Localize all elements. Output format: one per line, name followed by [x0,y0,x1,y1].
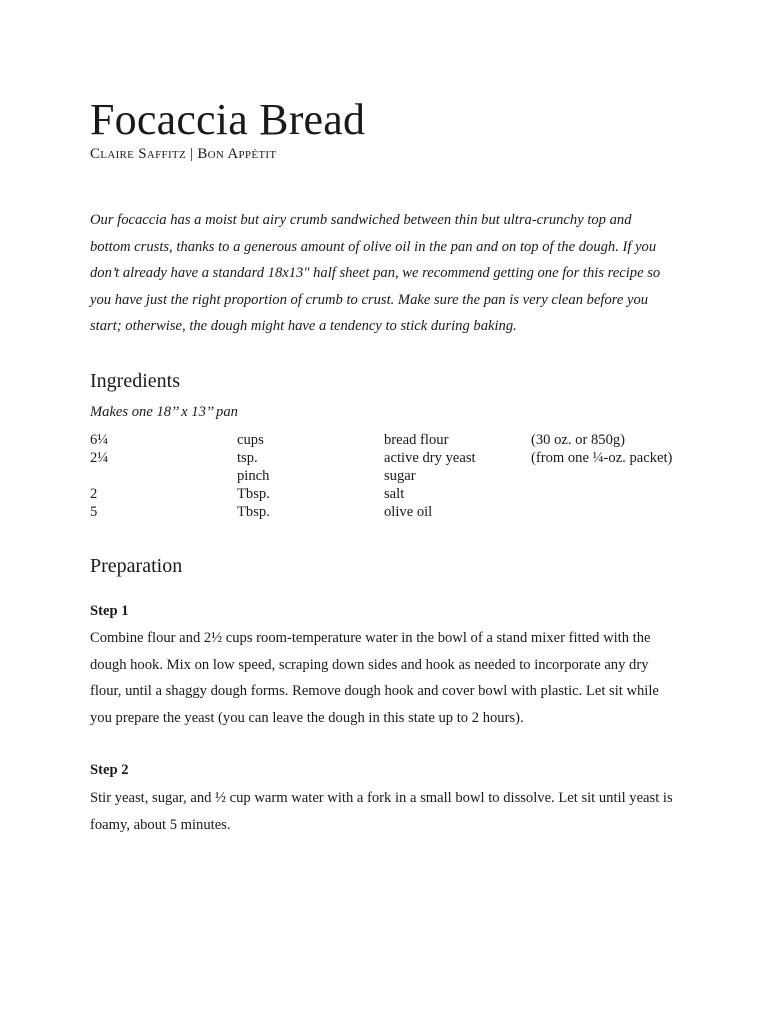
ingredient-row [90,485,690,503]
ingredient-note: (from one ¼-oz. packet) [531,450,673,466]
step-title: Step 1 [90,603,129,619]
ingredient-item: salt [384,486,405,502]
step-text: Stir yeast, sugar, and ½ cup warm water with a fork in a small bowl to dissolve. Let sit until yeast is foamy, about 5 minutes. [90,790,673,833]
ingredients-table [90,431,690,521]
ingredient-note [531,485,690,503]
ingredient-item: olive oil [384,504,433,520]
ingredient-row [90,431,690,449]
ingredient-qty: 5 [90,504,98,520]
ingredient-row [90,449,690,467]
recipe-title: Focaccia Bread [90,95,366,144]
ingredient-note: (30 oz. or 850g) [531,432,626,448]
ingredient-unit: Tbsp. [237,504,270,520]
ingredient-unit: tsp. [237,450,258,466]
step-title: Step 2 [90,762,129,778]
ingredient-qty [90,467,237,485]
ingredient-unit: Tbsp. [237,486,270,502]
ingredient-qty: 2¼ [90,450,109,466]
ingredient-item: bread flour [384,432,449,448]
preparation-heading: Preparation [90,555,183,577]
ingredient-unit: pinch [237,468,270,484]
recipe-byline: Claire Saffitz | Bon Appétit [90,146,277,162]
recipe-intro: Our focaccia has a moist but airy crumb sandwiched between thin but ultra-crunchy top and bottom crusts, thanks to a generous amount of olive oil in the pan and on top of the dough. If you don’t already have a standard 18x13" half sheet pan, we recommend getting one for this recipe so you have just the right proportion of crumb to crust. Make sure the pan is very clean before you start; otherwise, the dough might have a tendency to stick during baking. [90,212,661,335]
ingredient-item: sugar [384,468,416,484]
ingredient-row [90,503,690,521]
ingredient-item: active dry yeast [384,450,476,466]
ingredient-row [90,467,690,485]
recipe-yield: Makes one 18’’ x 13’’ pan [90,404,238,420]
ingredient-unit: cups [237,432,264,448]
step-text: Combine flour and 2½ cups room-temperature water in the bowl of a stand mixer fitted with the dough hook. Mix on low speed, scraping down sides and hook as needed to incorporate any dry flour, until a shaggy dough forms. Remove dough hook and cover bowl with plastic. Let sit while you prepare the yeast (you can leave the dough in this state up to 2 hours). [90,630,659,726]
ingredient-qty: 6¼ [90,432,109,448]
ingredient-note [531,503,690,521]
ingredient-qty: 2 [90,486,98,502]
ingredients-heading: Ingredients [90,370,180,392]
ingredient-note [531,467,690,485]
